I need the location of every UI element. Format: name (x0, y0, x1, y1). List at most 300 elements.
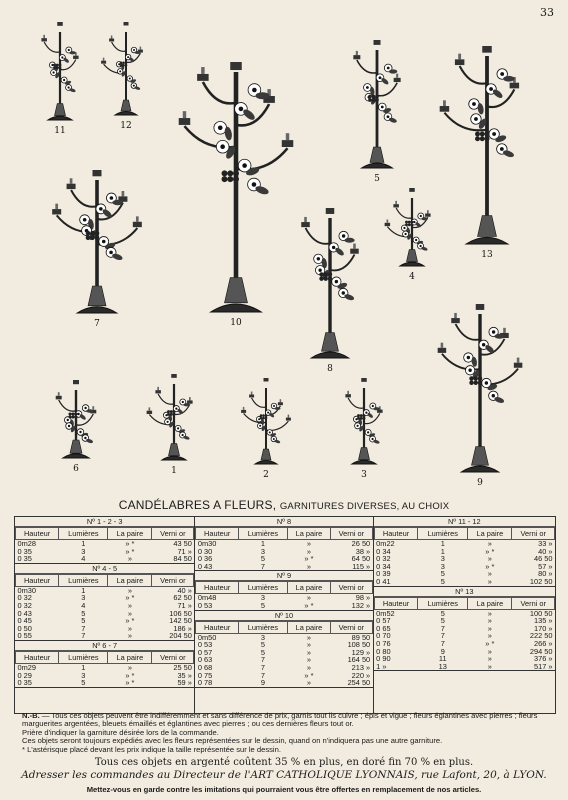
candelabrum (101, 22, 143, 131)
table-cell: 7 (260, 662, 265, 672)
table-cell: 0m30 (197, 539, 217, 548)
table-row (374, 663, 554, 671)
candelabrum (440, 46, 519, 260)
price-group (374, 587, 555, 672)
table-cell: » (487, 569, 492, 579)
table-cell: » * (485, 546, 495, 556)
figure-number: 9 (477, 478, 483, 488)
table-cell: 84 50 (173, 554, 192, 564)
table-cell: 7 (440, 623, 445, 633)
table-cell: » (306, 647, 311, 657)
group-title: Nº 6 - 7 (15, 641, 194, 651)
column-header: Hauteur (16, 528, 59, 540)
table-cell: 46 50 (534, 554, 553, 564)
table-cell: » (127, 608, 132, 618)
column-header: La paire (108, 574, 152, 586)
candelabrum (147, 374, 193, 476)
table-cell: 222 50 (529, 631, 553, 641)
group-title: Nº 9 (195, 571, 372, 581)
table-cell: 71 » (177, 600, 192, 610)
candelabrum (345, 378, 382, 480)
table-cell: 3 (440, 561, 445, 571)
table-cell: 1 » (376, 661, 387, 671)
table-row (16, 610, 194, 618)
figure-number: 11 (54, 126, 66, 136)
price-table (195, 621, 372, 687)
table-row (196, 548, 372, 556)
table-cell: 164 50 (347, 655, 371, 665)
figure-number: 7 (94, 319, 100, 329)
figure-number: 3 (361, 470, 367, 480)
table-cell: 59 » (177, 678, 192, 688)
table-row (374, 640, 554, 648)
column-header: Hauteur (16, 651, 59, 663)
price-group (195, 571, 372, 610)
table-cell: 5 (260, 640, 265, 650)
column-header: Hauteur (16, 574, 59, 586)
table-cell: 135 » (534, 616, 553, 626)
column-header: Lumières (239, 528, 288, 540)
table-cell: 0 75 (197, 670, 213, 680)
table-cell: » * (125, 593, 135, 603)
table-cell: » (306, 561, 311, 571)
table-cell: 3 (260, 546, 265, 556)
table-cell: 1 (440, 546, 445, 556)
table-cell: 1 (81, 662, 86, 672)
figure-number: 10 (230, 318, 242, 328)
table-cell: 0m29 (17, 662, 36, 672)
figure-number: 8 (327, 364, 333, 374)
table-cell: 71 » (177, 546, 192, 556)
table-cell: 5 (260, 647, 265, 657)
table-cell: 5 (260, 554, 265, 564)
table-cell: 0 50 (17, 623, 32, 633)
column-header: Verni or (331, 528, 373, 540)
table-row (374, 555, 554, 563)
table-cell: 0m52 (376, 608, 395, 618)
page-number: 33 (540, 6, 554, 19)
column-header: La paire (468, 597, 512, 609)
table-cell: » (487, 631, 492, 641)
table-cell: » * (125, 546, 135, 556)
table-cell: » (127, 554, 132, 564)
table-cell: 5 (440, 616, 445, 626)
table-cell: » (127, 600, 132, 610)
notes-block (22, 712, 552, 754)
table-cell: 0 39 (376, 569, 391, 579)
table-cell: 0 45 (17, 616, 32, 626)
table-cell: 0 34 (376, 546, 391, 556)
table-cell: » (487, 554, 492, 564)
table-cell: 220 » (351, 670, 371, 680)
table-cell: 106 50 (169, 608, 192, 618)
table-row (16, 602, 194, 610)
table-row (16, 632, 194, 640)
table-cell: 57 » (538, 561, 553, 571)
column-header: La paire (468, 528, 512, 540)
column-header: Hauteur (196, 528, 239, 540)
table-cell: » * (304, 670, 314, 680)
column-header: Verni or (152, 574, 194, 586)
table-cell: 62 50 (173, 593, 192, 603)
price-table (15, 651, 194, 687)
table-cell: 142 50 (169, 616, 192, 626)
table-row (16, 679, 194, 687)
table-cell: 0m28 (17, 539, 36, 548)
price-table (15, 527, 194, 563)
table-cell: 0 80 (376, 646, 391, 656)
column-header: Verni or (512, 528, 555, 540)
table-row (374, 563, 554, 571)
table-row (374, 578, 554, 586)
table-cell: 1 (440, 539, 445, 548)
price-group (15, 564, 194, 641)
table-cell: 266 » (534, 638, 553, 648)
price-group (195, 611, 372, 688)
table-cell: » (306, 632, 311, 642)
table-cell: 0 32 (17, 593, 32, 603)
table-cell: 102 50 (529, 576, 553, 586)
table-cell: » (127, 623, 132, 633)
table-cell: 3 (260, 632, 265, 642)
table-cell: 0 63 (197, 655, 213, 665)
table-cell: 0 53 (197, 640, 213, 650)
table-cell: 40 » (538, 546, 553, 556)
table-cell: 0 36 (197, 554, 213, 564)
table-cell: » (306, 678, 311, 688)
table-cell: » (487, 608, 492, 618)
catalog-title-main: CANDÉLABRES A FLEURS, (118, 498, 277, 512)
price-column-3 (374, 517, 555, 713)
table-cell: 0m30 (17, 585, 36, 595)
table-cell: 5 (260, 600, 265, 610)
price-group (15, 517, 194, 564)
table-row (374, 625, 554, 633)
column-header: Lumières (59, 528, 108, 540)
table-cell: 11 (438, 654, 447, 664)
table-cell: 3 (440, 554, 445, 564)
table-cell: 7 (260, 561, 265, 571)
candelabrum (52, 170, 142, 329)
table-cell: 3 (81, 546, 86, 556)
figure-number: 1 (171, 466, 177, 476)
table-cell: 108 50 (347, 640, 371, 650)
table-cell: » (127, 662, 132, 672)
column-header: Verni or (512, 597, 555, 609)
table-cell: » (127, 631, 132, 641)
group-title: Nº 4 - 5 (15, 564, 194, 574)
column-header: La paire (108, 651, 152, 663)
table-cell: 9 (440, 646, 445, 656)
group-title: Nº 10 (195, 611, 372, 621)
table-row (374, 570, 554, 578)
order-note: Adresser les commandes au Directeur de l'ART CATHOLIQUE LYONNAIS, rue Lafont, 20, à LYON. (21, 769, 547, 781)
table-cell: 100 50 (529, 608, 553, 618)
table-cell: 0 30 (197, 546, 213, 556)
table-cell: 170 » (534, 623, 553, 633)
column-header: Lumières (418, 597, 468, 609)
column-header: La paire (108, 528, 152, 540)
price-table (15, 574, 194, 640)
table-cell: » * (304, 600, 314, 610)
table-row (196, 594, 372, 602)
table-row (16, 672, 194, 680)
table-cell: 5 (440, 576, 445, 586)
column-header: Verni or (152, 651, 194, 663)
table-cell: » * (125, 539, 135, 548)
column-header: Hauteur (374, 597, 418, 609)
table-row (16, 555, 194, 563)
table-cell: 9 (260, 678, 265, 688)
table-cell: » (487, 661, 492, 671)
table-cell: » * (485, 638, 495, 648)
table-cell: » (487, 616, 492, 626)
column-header: Hauteur (196, 582, 239, 594)
table-cell: » (306, 546, 311, 556)
table-cell: » (487, 623, 492, 633)
column-header: Lumières (239, 582, 288, 594)
table-cell: 0 43 (17, 608, 32, 618)
table-cell: 0 32 (376, 554, 391, 564)
table-cell: 43 50 (173, 539, 192, 548)
table-row (374, 548, 554, 556)
candelabrum (179, 62, 294, 328)
table-cell: » (306, 593, 311, 603)
table-cell: » (306, 655, 311, 665)
table-cell: 0m22 (376, 539, 395, 548)
table-cell: 7 (440, 631, 445, 641)
figure-number: 6 (73, 464, 79, 474)
table-cell: 0m50 (197, 632, 217, 642)
figure-number: 5 (374, 174, 380, 184)
table-cell: » (487, 646, 492, 656)
table-cell: 0 68 (197, 662, 213, 672)
table-cell: » * (125, 670, 135, 680)
table-cell: 1 (81, 539, 86, 548)
table-cell: 13 (438, 661, 447, 671)
price-table (195, 527, 372, 570)
table-cell: 0 29 (17, 670, 32, 680)
table-cell: 5 (81, 616, 86, 626)
candelabrum (41, 22, 78, 136)
table-cell: 0 53 (197, 600, 213, 610)
table-cell: 5 (81, 608, 86, 618)
table-row (374, 648, 554, 656)
group-title: Nº 11 - 12 (374, 517, 555, 527)
table-cell: » * (125, 616, 135, 626)
table-row (374, 540, 554, 548)
table-row (196, 563, 372, 571)
catalog-title (0, 498, 568, 512)
table-cell: » (306, 662, 311, 672)
table-row (196, 555, 372, 563)
table-cell: 40 » (177, 585, 192, 595)
column-header: La paire (287, 582, 330, 594)
table-cell: 7 (260, 655, 265, 665)
table-cell: 0 76 (376, 638, 391, 648)
table-cell: 25 50 (173, 662, 192, 672)
table-row (16, 548, 194, 556)
note-line-1: — Tous ces objets peuvent être indifféremment et sans différence de prix, garnis tout lis cuivre ; épis et vigue ; fleurs églantines avec pierres ; fleurs marguerites argentées, bleuets émaillés et églantines avec pierres ; ou ces dernières fleurs tout or. (22, 711, 538, 729)
group-title: Nº 1 - 2 - 3 (15, 517, 194, 527)
column-header: Verni or (152, 528, 194, 540)
candelabrum (438, 304, 523, 488)
column-header: Lumières (59, 651, 108, 663)
table-cell: 5 (81, 678, 86, 688)
table-cell: 0 35 (17, 546, 32, 556)
table-cell: 4 (81, 554, 86, 564)
table-cell: 517 » (534, 661, 553, 671)
table-cell: » (487, 539, 492, 548)
table-cell: 0 32 (17, 600, 32, 610)
price-tables (14, 516, 556, 714)
table-cell: 0 41 (376, 576, 391, 586)
table-row (374, 617, 554, 625)
candelabrum (301, 208, 358, 374)
table-cell: 5 (440, 608, 445, 618)
table-cell: 4 (81, 600, 86, 610)
table-cell: 7 (81, 623, 86, 633)
table-cell: 3 (260, 593, 265, 603)
table-row (374, 632, 554, 640)
table-row (196, 679, 372, 687)
table-row (196, 649, 372, 657)
table-cell: 1 (81, 585, 86, 595)
column-header: Lumières (59, 574, 108, 586)
table-cell: » (487, 576, 492, 586)
candelabrum (353, 40, 400, 184)
table-row (196, 633, 372, 641)
table-row (374, 655, 554, 663)
price-note: Tous ces objets en argenté coûtent 35 % en plus, en doré fin 70 % en plus. (94, 757, 474, 768)
column-header: La paire (287, 621, 330, 633)
table-cell: » * (485, 561, 495, 571)
table-row (196, 641, 372, 649)
figure-number: 4 (409, 272, 415, 282)
table-cell: 0 57 (376, 616, 391, 626)
column-header: Verni or (331, 621, 373, 633)
table-cell: 89 50 (351, 632, 371, 642)
table-row (196, 540, 372, 548)
candelabrum (385, 188, 431, 282)
figure-number: 13 (481, 250, 493, 260)
candelabrum (241, 378, 291, 480)
table-row (196, 656, 372, 664)
warning-note: Mettez-vous en garde contre les imitations qui pourraient vous être offertes en remplacement de nos articles. (86, 785, 482, 794)
table-row (16, 586, 194, 594)
table-cell: 3 (81, 593, 86, 603)
table-cell: 38 » (355, 546, 371, 556)
table-cell: » (306, 539, 311, 548)
note-1 (22, 712, 552, 729)
column-header: Hauteur (196, 621, 239, 633)
table-cell: 5 (440, 569, 445, 579)
table-cell: » (306, 640, 311, 650)
price-group (195, 517, 372, 571)
price-column-1 (15, 517, 195, 713)
table-cell: 254 50 (347, 678, 371, 688)
table-cell: 186 » (173, 623, 192, 633)
table-cell: 64 50 (351, 554, 371, 564)
candelabrum (56, 380, 97, 474)
table-cell: » * (304, 554, 314, 564)
column-header: Hauteur (374, 528, 418, 540)
column-header: Lumières (418, 528, 468, 540)
table-cell: 0 78 (197, 678, 213, 688)
table-cell: 33 » (538, 539, 553, 548)
table-row (16, 663, 194, 671)
table-cell: 26 50 (351, 539, 371, 548)
table-cell: 129 » (351, 647, 371, 657)
table-row (16, 617, 194, 625)
table-cell: 0 57 (197, 647, 213, 657)
price-group (15, 641, 194, 688)
table-cell: » (127, 585, 132, 595)
table-cell: 0 35 (17, 678, 32, 688)
table-cell: 0m48 (197, 593, 217, 603)
table-cell: 0 35 (17, 554, 32, 564)
table-cell: 1 (260, 539, 265, 548)
table-row (196, 664, 372, 672)
table-cell: 98 » (355, 593, 371, 603)
table-row (374, 609, 554, 617)
note-line-4: * L'astérisque placé devant les prix indique la taille représentée sur le dessin. (22, 744, 281, 754)
column-header: Lumières (239, 621, 288, 633)
group-title: Nº 13 (374, 587, 555, 597)
table-row (16, 540, 194, 548)
table-cell: 80 » (538, 569, 553, 579)
table-cell: » (487, 654, 492, 664)
group-title: Nº 8 (195, 517, 372, 527)
table-row (16, 594, 194, 602)
table-row (196, 672, 372, 680)
price-column-2 (195, 517, 373, 713)
price-group (374, 517, 555, 587)
note-line-3: Ces objets seront toujours expédiés avec les fleurs représentées sur le dessin, quand on n'indiquera pas une autre garniture. (22, 736, 443, 746)
price-table (374, 527, 555, 586)
price-table (374, 597, 555, 671)
catalog-title-sub: GARNITURES DIVERSES, AU CHOIX (279, 501, 450, 512)
table-cell: 0 65 (376, 623, 391, 633)
table-cell: 3 (81, 670, 86, 680)
column-header: La paire (287, 528, 330, 540)
column-header: Verni or (331, 582, 373, 594)
table-cell: 0 90 (376, 654, 391, 664)
table-cell: 132 » (351, 600, 371, 610)
figure-number: 2 (263, 470, 269, 480)
table-cell: » * (125, 678, 135, 688)
table-cell: 7 (81, 631, 86, 641)
nb-label: N.-B. (22, 711, 40, 720)
table-row (196, 602, 372, 610)
table-cell: 294 50 (529, 646, 553, 656)
table-row (16, 625, 194, 633)
table-cell: 115 » (352, 561, 371, 571)
table-cell: 0 70 (376, 631, 391, 641)
table-cell: 0 55 (17, 631, 32, 641)
note-line-2: Prière d'indiquer la garniture désirée lors de la commande. (22, 727, 219, 737)
table-cell: 376 » (534, 654, 553, 664)
table-cell: 204 50 (169, 631, 192, 641)
table-cell: 0 43 (197, 561, 213, 571)
table-cell: 35 » (177, 670, 192, 680)
price-table (195, 581, 372, 609)
figure-number: 12 (120, 121, 132, 131)
table-cell: 213 » (351, 662, 371, 672)
table-cell: 0 34 (376, 561, 391, 571)
table-cell: 7 (440, 638, 445, 648)
table-cell: 7 (260, 670, 265, 680)
